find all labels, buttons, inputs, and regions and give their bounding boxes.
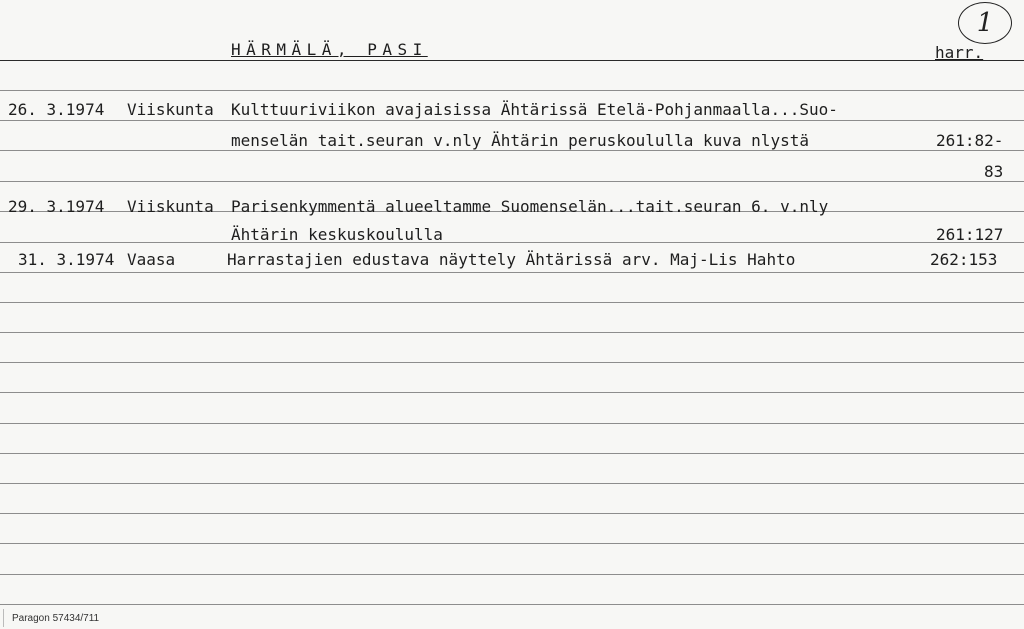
ruled-line: [0, 90, 1024, 91]
ruled-line: [0, 362, 1024, 363]
entry-ref: 83: [984, 162, 1004, 181]
entry-ref: 262:153: [930, 250, 998, 269]
entry-ref: 261:82-: [936, 131, 1004, 150]
ruled-line: [0, 574, 1024, 575]
entry-paper: Viiskunta: [127, 100, 214, 119]
ruled-line: [0, 302, 1024, 303]
card-number-circle: [958, 2, 1012, 44]
entry-paper: Vaasa: [127, 250, 176, 269]
ruled-line: [0, 513, 1024, 514]
ruled-line: [0, 332, 1024, 333]
entry-text: menselän tait.seuran v.nly Ähtärin peruskoululla kuva nlystä: [231, 131, 809, 150]
ruled-line: [0, 543, 1024, 544]
ruled-line: [0, 483, 1024, 484]
ruled-line: [0, 120, 1024, 121]
ruled-line: [0, 272, 1024, 273]
person-name: HÄRMÄLÄ, PASI: [231, 40, 428, 59]
card-number: 1: [976, 8, 994, 38]
margin-mark: [3, 609, 4, 627]
ruled-line: [0, 181, 1024, 182]
entry-text: Ähtärin keskuskoululla: [231, 225, 443, 244]
entry-date: 29. 3.1974: [8, 197, 105, 216]
ruled-line: [0, 150, 1024, 151]
entry-text: Harrastajien edustava näyttely Ähtärissä arv. Maj-Lis Hahto: [227, 250, 796, 269]
entry-paper: Viiskunta: [127, 197, 214, 216]
ruled-line: [0, 392, 1024, 393]
ruled-line: [0, 423, 1024, 424]
ruled-line: [0, 453, 1024, 454]
category-tag: harr.: [935, 43, 984, 62]
entry-date: 26. 3.1974: [8, 100, 105, 119]
entry-text: Parisenkymmentä alueeltamme Suomenselän...tait.seuran 6. v.nly: [231, 197, 829, 216]
printer-footer: Paragon 57434/711: [12, 613, 100, 624]
entry-text: Kulttuuriviikon avajaisissa Ähtärissä Etelä-Pohjanmaalla...Suo-: [231, 100, 838, 119]
entry-date: 31. 3.1974: [18, 250, 115, 269]
header-rule: [0, 60, 1024, 61]
ruled-line: [0, 242, 1024, 243]
ruled-line: [0, 604, 1024, 605]
entry-ref: 261:127: [936, 225, 1004, 244]
